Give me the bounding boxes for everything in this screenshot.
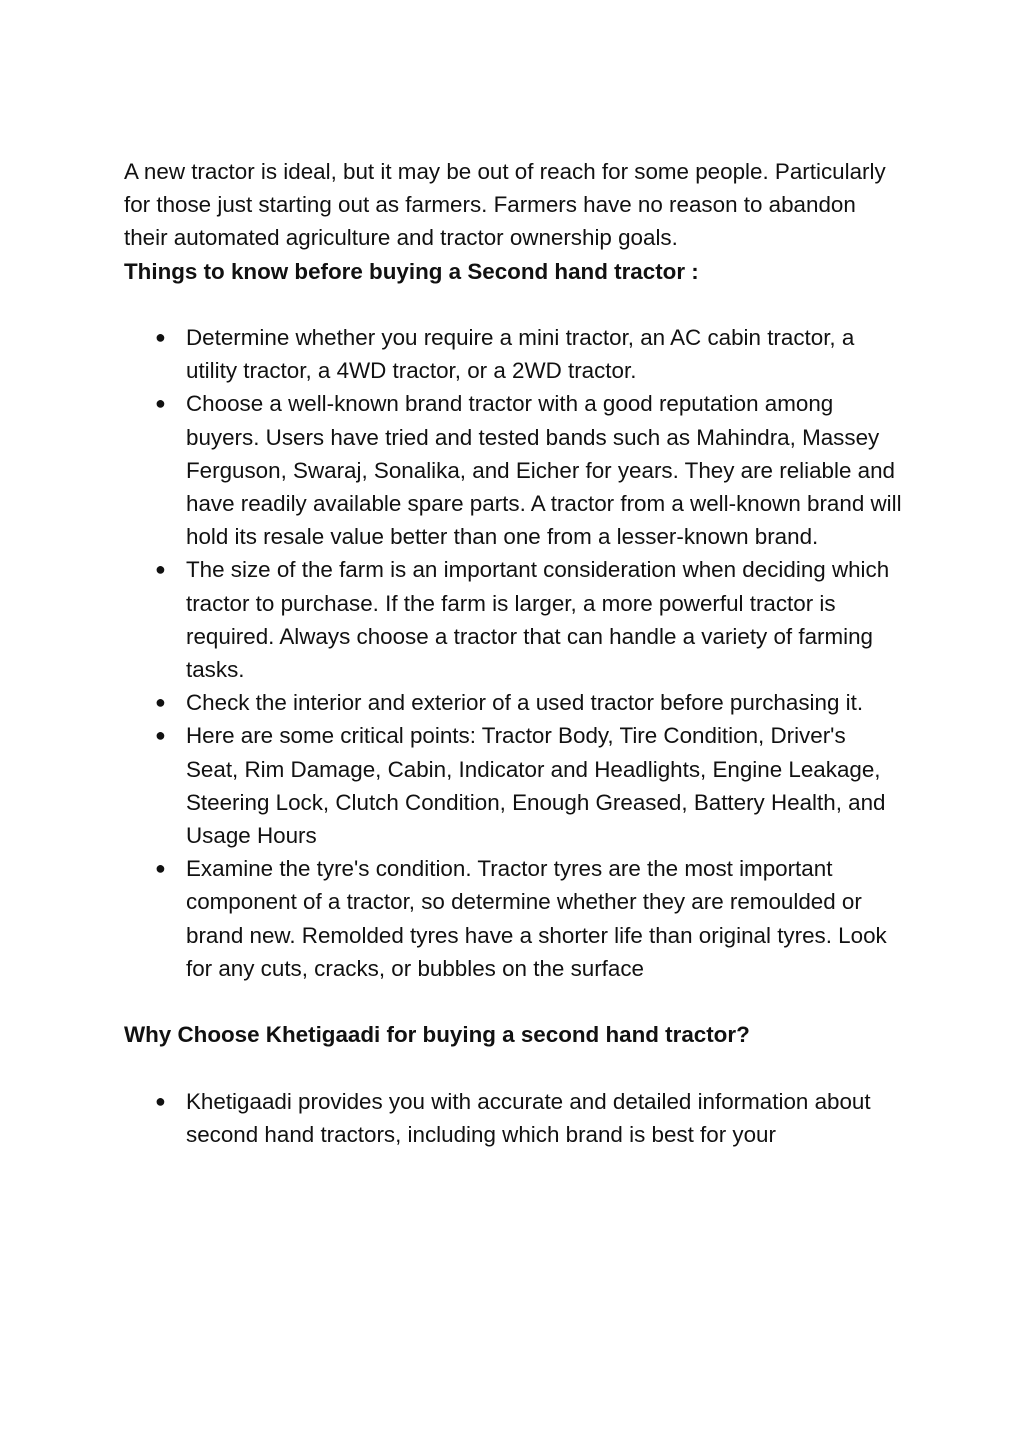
section-heading-things-to-know: Things to know before buying a Second hand tractor : xyxy=(124,258,699,284)
list-item xyxy=(124,686,904,719)
list-item-text: Examine the tyre's condition. Tractor tyres are the most important component of a tractor, so determine whether they are remoulded or brand new. Remolded tyres have a shorter life than original tyres. Look for any cuts, cracks, or bubbles on the surface xyxy=(186,856,887,981)
bullet-icon: ● xyxy=(155,393,166,414)
section-heading-why-choose: Why Choose Khetigaadi for buying a second hand tractor? xyxy=(124,1022,750,1048)
list-item-text: Here are some critical points: Tractor Body, Tire Condition, Driver's Seat, Rim Damage, Cabin, Indicator and Headlights, Engine Leakage, Steering Lock, Clutch Condition, Enough Greased, Battery Health, and Usage Hours xyxy=(186,723,886,849)
bullet-icon: ● xyxy=(155,559,166,580)
why-choose-list xyxy=(124,1085,904,1151)
list-item xyxy=(124,553,904,686)
list-item-text: Choose a well-known brand tractor with a good reputation among buyers. Users have tried and tested bands such as Mahindra, Massey Ferguson, Swaraj, Sonalika, and Eicher for years. They are reliable and have readily available spare parts. A tractor from a well-known brand will hold its resale value better than one from a lesser-known brand. xyxy=(186,391,902,550)
list-item xyxy=(124,387,904,553)
bullet-icon: ● xyxy=(155,725,166,746)
intro-paragraph: A new tractor is ideal, but it may be out of reach for some people. Particularly for those just starting out as farmers. Farmers have no reason to abandon their automated agriculture and tractor ownership goals. xyxy=(124,159,886,251)
bullet-icon: ● xyxy=(155,858,166,879)
list-item-text: Determine whether you require a mini tractor, an AC cabin tractor, a utility tractor, a 4WD tractor, or a 2WD tractor. xyxy=(186,325,855,384)
list-item xyxy=(124,321,904,387)
list-item-text: The size of the farm is an important consideration when deciding which tractor to purchase. If the farm is larger, a more powerful tractor is required. Always choose a tractor that can handle a variety of farming tasks. xyxy=(186,557,890,683)
list-item-text: Check the interior and exterior of a used tractor before purchasing it. xyxy=(186,690,864,716)
bullet-icon: ● xyxy=(155,327,166,347)
things-to-know-list xyxy=(124,321,904,985)
bullet-icon: ● xyxy=(155,692,166,713)
list-item-text: Khetigaadi provides you with accurate and detailed information about second hand tractors, including which brand is best for your xyxy=(186,1088,871,1147)
list-item xyxy=(124,719,904,852)
document-content xyxy=(124,155,904,1184)
list-item xyxy=(124,852,904,985)
list-item xyxy=(124,1085,904,1151)
bullet-icon: ● xyxy=(155,1090,166,1111)
